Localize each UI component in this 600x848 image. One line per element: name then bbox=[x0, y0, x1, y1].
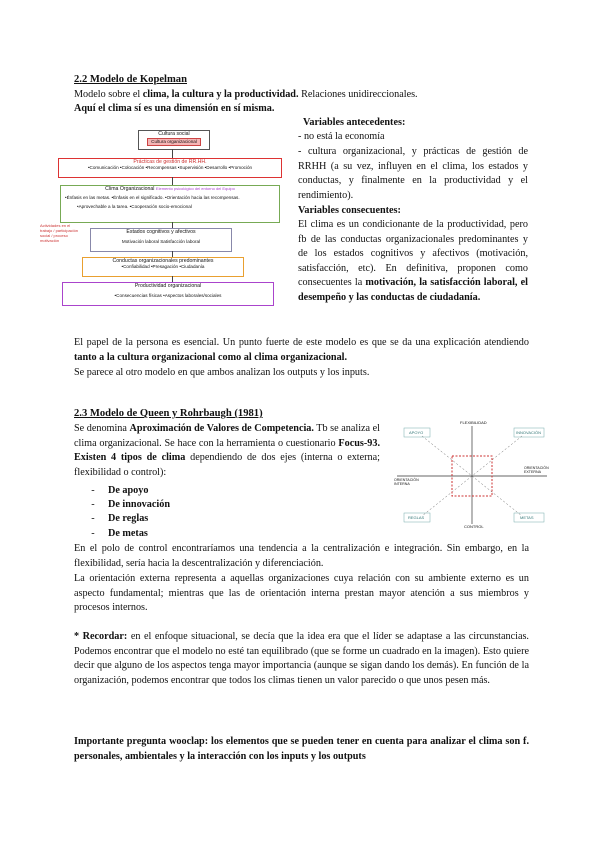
axis-label-external: ORIENTACIÓN EXTERNA bbox=[524, 466, 549, 474]
quadrant-label-goals: METAS bbox=[520, 515, 534, 520]
quadrant-label-innovation: INNOVACIÓN bbox=[516, 430, 542, 435]
quadrant-label-rules: REGLAS bbox=[408, 515, 425, 520]
axis-label-control: CONTROL bbox=[464, 524, 484, 529]
recordar-paragraph: * Recordar: en el enfoque situacional, se decía que la idea era que el líder se adaptase a las circunstancias. Podemos encontrar que el modelo no esté tan equilibrado (que se forme un cuadrado en la imagen). Esto quiere decir que alguno de los aspectos tenga mayor importancia (aunque se sigan dando los demás). En función de la organización, podemos encontrar que todos los climas tienen un valor parecido o que unos pesen más. bbox=[74, 631, 529, 686]
section-heading-kopelman: 2.2 Modelo de Kopelman bbox=[74, 74, 187, 85]
quadrant-label-support: APOYO bbox=[409, 430, 424, 435]
kopelman-intro: Modelo sobre el clima, la cultura y la productividad. Relaciones unidireccionales. bbox=[74, 89, 418, 100]
similarity-paragraph: Se parece al otro modelo en que ambos analizan los outputs y los inputs. bbox=[74, 367, 370, 378]
diagram-side-note: Actividades en el trabajo / participación social / proceso motivación bbox=[40, 223, 79, 243]
list-item: - De apoyo bbox=[91, 485, 149, 496]
arrow bbox=[172, 177, 173, 185]
queen-intro: Se denomina Aproximación de Valores de Competencia. Tb se analiza el clima organizacional. Se hace con la herramienta o cuestionario Focus-93. Existen 4 tipos de clima dependiendo de dos ejes (interna o externa; flexibilidad o control): bbox=[74, 423, 381, 478]
orientation-paragraph: La orientación externa representa a aquellas organizaciones cuya relación con su ambiente externo es un aspecto fundamental; mientras que las de orientación interna prestan mayor atención a sus miembros y procesos internos. bbox=[74, 573, 529, 614]
antecedent-item-2: - cultura organizacional, y prácticas de gestión de RRHH (a su vez, influyen en el clima, los estados y conductas, y finalmente en la productividad y el rendimiento). bbox=[298, 146, 528, 201]
consequent-heading: Variables consecuentes: bbox=[298, 205, 401, 216]
competing-values-svg bbox=[392, 420, 552, 530]
axis-label-flexibility: FLEXIBILIDAD bbox=[460, 420, 487, 425]
antecedent-heading: Variables antecedentes: bbox=[303, 117, 406, 128]
diagram-box-hr-practices: Prácticas de gestión de RR.HH. •Comunicación •Colocación •Recompensas •Supervisión •Desarrollo •Promoción bbox=[58, 158, 282, 178]
control-pole-paragraph: En el polo de control encontraríamos una tendencia a la centralización e integración. Sin embargo, en la flexibilidad, sería hacia la descentralización y diferenciación. bbox=[74, 543, 529, 569]
diagram-box-climate: Clima Organizacional Elemento psicológico del entorno del Equipo •Énfasis en las metas. •Énfasis en el significado. •Orientación hacia las recompensas. •Aprovechable a la tarea. •Cooperación socio-emocional bbox=[60, 185, 280, 223]
diagram-box-culture: Cultura social Cultura organizacional bbox=[138, 130, 210, 150]
kopelman-intro-2: Aquí el clima sí es una dimensión en sí misma. bbox=[74, 103, 275, 114]
competing-values-figure bbox=[392, 420, 552, 530]
list-item: - De reglas bbox=[91, 513, 149, 525]
wooclap-note: Importante pregunta wooclap: los elementos que se pueden tener en cuenta para analizar el clima son f. personales, ambientales y la interacción con los inputs y los outputs bbox=[74, 736, 529, 762]
consequent-text: El clima es un condicionante de la productividad, pero fb de las conductas organizacionales predominantes y de los estados cognitivos y afectivos (motivación, satisfacción, etc). En definitiva, proponen como consecuentes la motivación, la satisfacción laboral, el desempeño y las conductas de ciudadanía. bbox=[298, 219, 528, 303]
list-item: - De metas bbox=[91, 527, 148, 539]
kopelman-diagram bbox=[40, 128, 295, 306]
diagram-box-states: Estados cognitivos y afectivos Motivación laboral Satisfacción laboral bbox=[90, 228, 232, 252]
section-heading-queen: 2.3 Modelo de Queen y Rohrbaugh (1981) bbox=[74, 408, 263, 419]
climate-types-list bbox=[78, 484, 170, 541]
antecedent-item-1: - no está la economía bbox=[298, 131, 385, 142]
list-item: - De innovación bbox=[91, 499, 170, 511]
diagram-box-behaviors: Conductas organizacionales predominantes •Confiabilidad •Presagación •Ciudadanía bbox=[82, 257, 244, 277]
diagram-box-productivity: Productividad organizacional •Consecuencias físicas •Aspectos laborales/sociales bbox=[62, 282, 274, 306]
axis-label-internal: ORIENTACIÓN INTERNA bbox=[394, 478, 419, 486]
person-role-paragraph: El papel de la persona es esencial. Un punto fuerte de este modelo es que se da una explicación atendiendo tanto a la cultura organizacional como al clima organizacional. bbox=[74, 337, 529, 363]
arrow bbox=[172, 149, 173, 158]
